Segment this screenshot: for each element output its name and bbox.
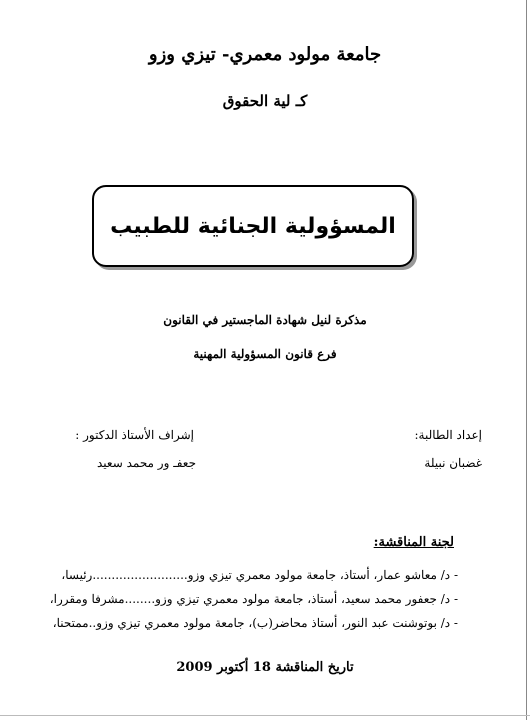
committee-member: - د/ معاشو عمار، أستاذ، جامعة مولود معمري تيزي وزو.........................رئيسا، xyxy=(61,568,458,582)
committee-member: - د/ جعفور محمد سعيد، أستاذ، جامعة مولود معمري تيزي وزو........مشرفا ومقررا، xyxy=(49,592,458,606)
supervisor-name: جعفـ ور محمد سعيد xyxy=(97,456,196,470)
student-name: غضبان نبيلة xyxy=(424,456,482,470)
committee-member: - د/ بوتوشنت عبد النور، أستاذ محاضر(ب)، جامعة مولود معمري تيزي وزو..ممتحنا، xyxy=(52,616,458,630)
faculty-name: كـ لية الحقوق xyxy=(222,92,308,110)
thesis-title: المسؤولية الجنائية للطبيب xyxy=(110,213,396,239)
university-name: جامعة مولود معمري- تيزي وزو xyxy=(148,44,382,65)
committee-heading: لجنة المناقشة: xyxy=(373,535,454,550)
branch-subtitle: فرع قانون المسؤولية المهنية xyxy=(193,347,337,361)
prepared-by-label: إعداد الطالبة: xyxy=(414,428,482,442)
defense-date: تاريخ المناقشة 18 أكتوبر 2009 xyxy=(176,660,354,675)
page-edge-bottom xyxy=(0,715,530,716)
memo-subtitle: مذكرة لنيل شهادة الماجستير في القانون xyxy=(163,313,367,327)
supervisor-label: إشراف الأستاذ الدكتور : xyxy=(75,428,194,442)
title-box xyxy=(92,185,414,267)
